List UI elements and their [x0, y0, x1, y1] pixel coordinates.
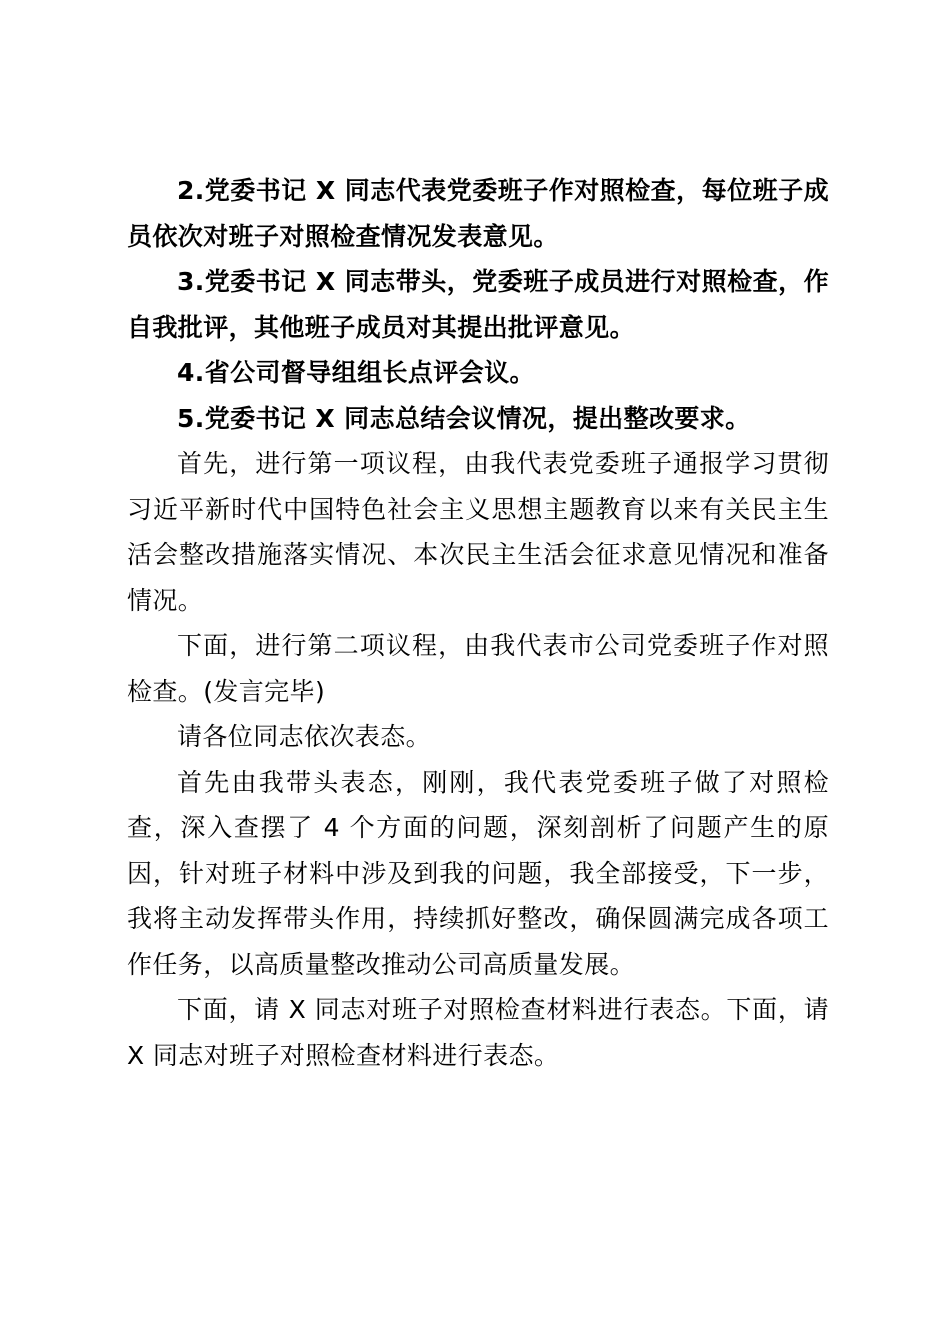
- paragraph-next-speaker: 下面，请 X 同志对班子对照检查材料进行表态。下面，请 X 同志对班子对照检查材料进行表态。: [127, 995, 829, 1070]
- paragraph-lead-statement: 首先由我带头表态，刚刚，我代表党委班子做了对照检查，深入查摆了 4 个方面的问题，深刻剖析了问题产生的原因，针对班子材料中涉及到我的问题，我全部接受，下一步，我将主动发挥带头作用，持续抓好整改，确保圆满完成各项工作任务，以高质量整改推动公司高质量发展。: [127, 767, 829, 979]
- paragraph-first-agenda: 首先，进行第一项议程，由我代表党委班子通报学习贯彻习近平新时代中国特色社会主义思想主题教育以来有关民主生活会整改措施落实情况、本次民主生活会征求意见情况和准备情况。: [127, 449, 829, 615]
- agenda-item-2: 2.党委书记 X 同志代表党委班子作对照检查，每位班子成员依次对班子对照检查情况发表意见。: [127, 176, 829, 251]
- agenda-item-5: 5.党委书记 X 同志总结会议情况，提出整改要求。: [177, 403, 751, 433]
- document-body: [127, 168, 829, 1078]
- paragraph-invite-statements: 请各位同志依次表态。: [177, 722, 432, 751]
- agenda-item-3: 3.党委书记 X 同志带头，党委班子成员进行对照检查，作自我批评，其他班子成员对其提出批评意见。: [127, 267, 829, 342]
- agenda-item-4: 4.省公司督导组组长点评会议。: [177, 358, 535, 387]
- paragraph-second-agenda: 下面，进行第二项议程，由我代表市公司党委班子作对照检查。(发言完毕): [127, 631, 829, 706]
